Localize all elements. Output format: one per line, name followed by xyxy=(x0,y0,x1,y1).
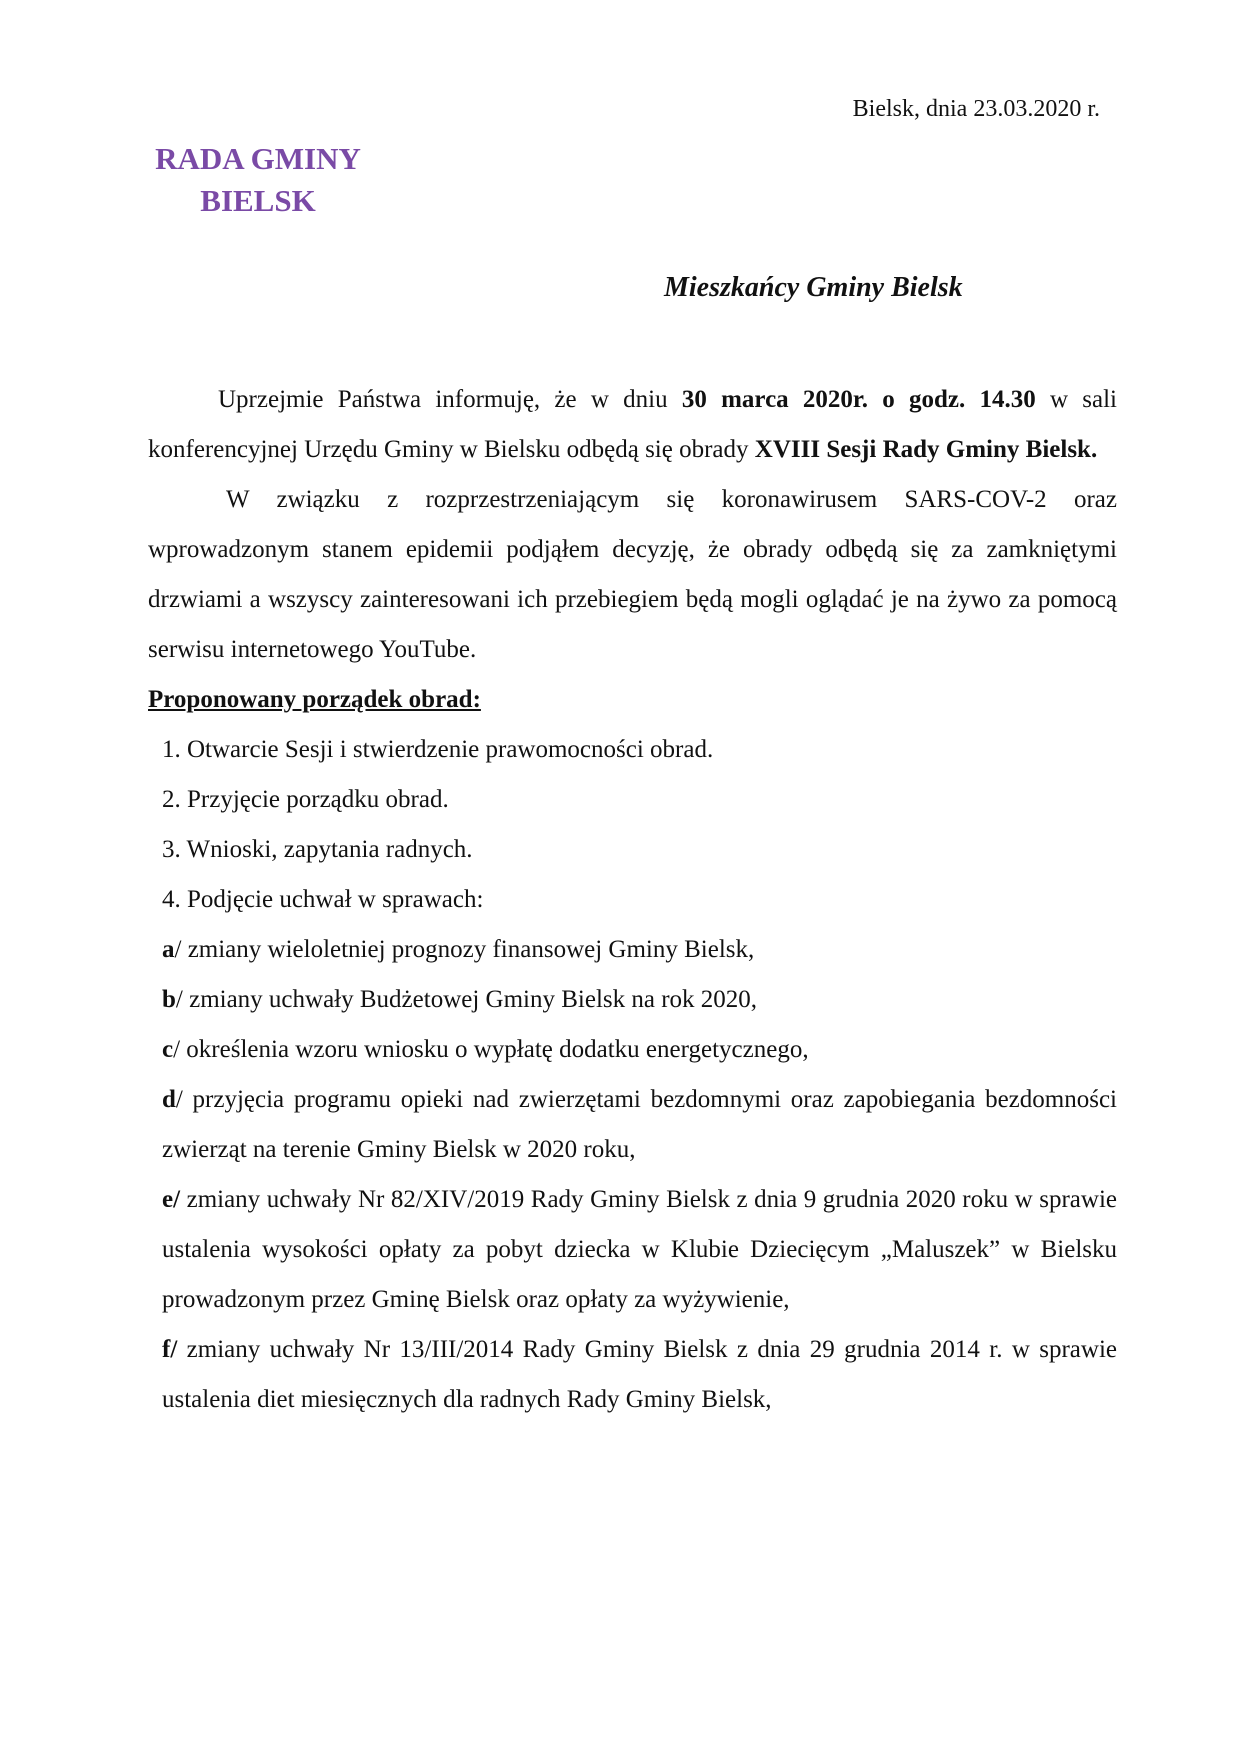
paragraph-1 xyxy=(148,375,1117,475)
sub-item-text: / zmiany uchwały Budżetowej Gminy Bielsk na rok 2020, xyxy=(175,986,758,1013)
sub-item-letter: f/ xyxy=(162,1336,178,1363)
agenda-title: Proponowany porządek obrad: xyxy=(148,686,481,713)
org-line-2: BIELSK xyxy=(200,183,316,218)
agenda-item: 1. Otwarcie Sesji i stwierdzenie prawomocności obrad. xyxy=(162,736,714,763)
sub-item-a xyxy=(148,925,1117,975)
sub-item-text: / przyjęcia programu opieki nad zwierzętami bezdomnymi oraz zapobiegania bezdomności zwierząt na terenie Gminy Bielsk w 2020 roku, xyxy=(162,1086,1117,1163)
agenda-item: 2. Przyjęcie porządku obrad. xyxy=(162,786,449,813)
sub-item-letter: c xyxy=(162,1036,174,1063)
sub-item-text: zmiany uchwały Nr 13/III/2014 Rady Gminy Bielsk z dnia 29 grudnia 2014 r. w sprawie ustalenia diet miesięcznych dla radnych Rady Gminy Bielsk, xyxy=(162,1336,1117,1413)
sub-item-c xyxy=(148,1025,1117,1075)
sub-item-letter: b xyxy=(162,986,176,1013)
paragraph-2: W związku z rozprzestrzeniającym się koronawirusem SARS-COV-2 oraz wprowadzonym stanem epidemii podjąłem decyzję, że obrady odbędą się za zamkniętymi drzwiami a wszyscy zainteresowani ich przebiegiem będą mogli oglądać je na żywo za pomocą serwisu internetowego YouTube. xyxy=(148,486,1117,663)
p1-text-2: w sali konferencyjnej Urzędu Gminy w Bielsku odbędą się obrady xyxy=(148,386,1118,463)
p1-text-1: Uprzejmie Państwa informuję, że w dniu xyxy=(218,386,682,413)
agenda-item: 4. Podjęcie uchwał w sprawach: xyxy=(162,886,484,913)
sub-item-text: / zmiany wieloletniej prognozy finansowej Gminy Bielsk, xyxy=(174,936,755,963)
p1-bold-date: 30 marca 2020r. o godz. 14.30 xyxy=(681,386,1036,413)
sub-item-text: / określenia wzoru wniosku o wypłatę dodatku energetycznego, xyxy=(173,1036,809,1063)
sub-item-b xyxy=(148,975,1117,1025)
sub-item-letter: a xyxy=(162,936,175,963)
agenda-item: 3. Wnioski, zapytania radnych. xyxy=(162,836,473,863)
sub-item-e xyxy=(148,1175,1117,1325)
sub-item-letter: d xyxy=(162,1086,176,1113)
sub-item-text: zmiany uchwały Nr 82/XIV/2019 Rady Gminy Bielsk z dnia 9 grudnia 2020 roku w sprawie ustalenia wysokości opłaty za pobyt dziecka w Klubie Dziecięcym „Maluszek” w Bielsku prowadzonym przez Gminę Bielsk oraz opłaty za wyżywienie, xyxy=(162,1186,1117,1313)
organization-header xyxy=(148,138,368,222)
sub-item-d xyxy=(148,1075,1117,1175)
date-line: Bielsk, dnia 23.03.2020 r. xyxy=(852,96,1100,122)
org-line-1: RADA GMINY xyxy=(155,141,361,176)
addressee: Mieszkańcy Gminy Bielsk xyxy=(664,272,963,303)
sub-item-f xyxy=(148,1325,1117,1425)
sub-item-letter: e/ xyxy=(162,1186,181,1213)
p1-bold-session: XVIII Sesji Rady Gminy Bielsk. xyxy=(754,436,1098,463)
letter-body xyxy=(148,375,1117,1425)
